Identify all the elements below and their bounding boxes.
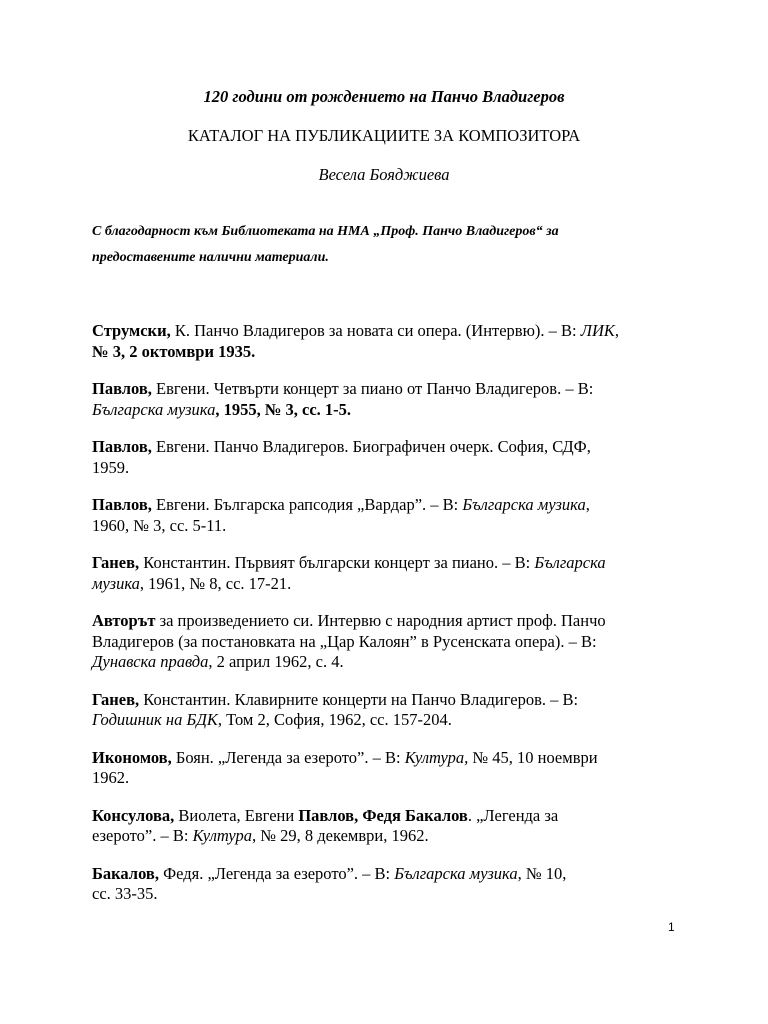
entry-source: Българска музика — [92, 399, 216, 419]
entry-source: Култура, — [404, 747, 469, 767]
entry-text: за произведението си. Интервю с народния артист проф. Панчо — [155, 611, 606, 630]
entry-text: , — [585, 495, 590, 514]
entry-author: Ганев, — [92, 553, 140, 572]
entry-source: ЛИК — [580, 321, 615, 340]
bibliography-list — [92, 321, 672, 922]
entry-author: Павлов, — [92, 379, 152, 398]
entry-author: Авторът — [92, 611, 156, 630]
entry-text: Виолета, Евгени — [174, 805, 299, 825]
entry-source: музика — [92, 573, 140, 593]
bibliography-entry — [92, 748, 672, 789]
entry-source: Българска музика — [462, 495, 586, 514]
entry-text: Боян. „Легенда за езерото”. – В: — [171, 747, 405, 767]
entry-text: , — [614, 321, 619, 340]
entry-text: Константин. Клавирните концерти на Панчо Владигеров. – В: — [139, 689, 579, 709]
entry-detail: 1959. — [92, 457, 130, 477]
entry-author: Павлов, — [92, 437, 152, 456]
entry-detail: , 1961, № 8, сс. 17-21. — [139, 573, 292, 593]
bibliography-entry — [92, 864, 672, 905]
entry-text: Евгени. Четвърти концерт за пиано от Панчо Владигеров. – В: — [151, 379, 594, 398]
entry-detail: 1962. — [92, 768, 130, 787]
entry-detail: , 2 април 1962, с. 4. — [208, 652, 344, 671]
entry-source: Култура — [192, 826, 252, 845]
entry-text: Федя. „Легенда за езерото”. – В: — [158, 863, 395, 883]
entry-text: Евгени. Българска рапсодия „Вардар”. – В: — [151, 495, 463, 514]
entry-detail: № 45, 10 ноември — [468, 747, 598, 767]
entry-detail: сс. 33-35. — [92, 884, 158, 903]
entry-detail: , № 10, — [517, 863, 567, 883]
entry-text: К. Панчо Владигеров за новата си опера. (Интервю). – В: — [170, 321, 581, 340]
acknowledgment-line: С благодарност към Библиотеката на НМА „Проф. Панчо Владигеров“ за — [92, 224, 559, 239]
entry-detail: , 1955, № 3, сс. 1-5. — [215, 399, 352, 419]
bibliography-entry — [92, 806, 672, 847]
bibliography-entry — [92, 553, 672, 594]
entry-source: Дунавска правда — [92, 652, 209, 671]
entry-author: Консулова, — [92, 805, 175, 825]
acknowledgment — [92, 219, 652, 271]
bibliography-entry — [92, 321, 672, 362]
entry-detail: , № 29, 8 декември, 1962. — [252, 826, 429, 845]
bibliography-entry — [92, 611, 672, 673]
entry-text: Евгени. Панчо Владигеров. Биографичен очерк. София, СДФ, — [151, 437, 591, 456]
entry-text: Владигеров (за постановката на „Цар Калоян” в Русенската опера). – В: — [92, 631, 597, 651]
page-number: 1 — [668, 920, 675, 934]
entry-author: Струмски, — [92, 321, 171, 340]
document-subtitle: КАТАЛОГ НА ПУБЛИКАЦИИТЕ ЗА КОМПОЗИТОРА — [187, 126, 581, 145]
bibliography-entry — [92, 495, 672, 536]
bibliography-entry — [92, 379, 672, 420]
entry-author: Павлов, Федя Бакалов — [298, 805, 468, 825]
entry-detail: № 3, 2 октомври 1935. — [92, 341, 256, 361]
entry-author: Икономов, — [92, 747, 172, 767]
entry-source: Българска музика — [394, 863, 518, 883]
entry-text: езерото”. – В: — [92, 826, 193, 845]
entry-source: Годишник на БДК — [92, 710, 218, 729]
entry-detail: , Том 2, София, 1962, сс. 157-204. — [217, 710, 452, 729]
entry-author: Бакалов, — [92, 863, 159, 883]
document-title: 120 години от рождението на Панчо Владигеров — [203, 87, 565, 106]
entry-author: Павлов, — [92, 495, 152, 514]
author-name: Весела Бояджиева — [318, 165, 450, 184]
entry-text: . „Легенда за — [467, 805, 559, 825]
bibliography-entry — [92, 437, 672, 478]
entry-detail: 1960, № 3, сс. 5-11. — [92, 515, 227, 535]
bibliography-entry — [92, 690, 672, 731]
entry-text: Константин. Първият български концерт за пиано. – В: — [139, 553, 535, 572]
entry-author: Ганев, — [92, 689, 140, 709]
acknowledgment-line: предоставените налични материали. — [92, 250, 329, 265]
entry-source: Българска — [534, 553, 606, 572]
